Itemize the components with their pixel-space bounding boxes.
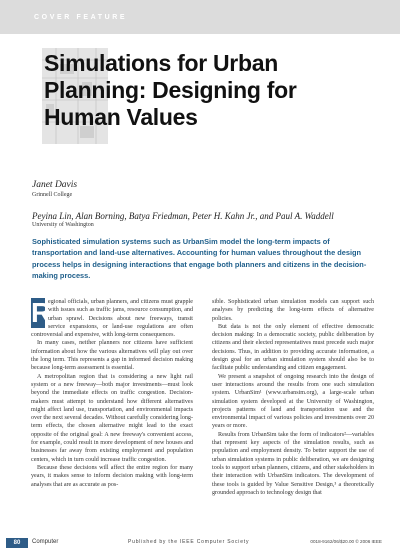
body-paragraph: We present a snapshot of ongoing research into the design of user interactions around the results from one such simulation system. UrbanSim¹ (www.urbansim.org), a large-scale urban simulation system developed at the University of Washington, projects patterns of land and transportation use and the environmental impact of various policies and investments over 20 years or more. bbox=[212, 373, 374, 430]
author-affiliation: Grinnell College bbox=[32, 192, 73, 198]
drop-cap: R bbox=[31, 298, 52, 328]
body-column-right bbox=[212, 298, 374, 538]
magazine-name: Computer bbox=[32, 539, 59, 545]
body-paragraph: Results from UrbanSim take the form of indicators²—variables that represent key aspects of the simulation results, such as population and employment density. To better support the use of urban simulation systems in public deliberation, we are designing tools to support urban planners, citizens, and other stakeholders in their interaction with UrbanSim indicators. The development of these tools is guided by Value Sensitive Design,³ a theoretically grounded approach to technology design that bbox=[212, 431, 374, 496]
page-number: 80 bbox=[6, 538, 28, 548]
article-abstract: Sophisticated simulation systems such as UrbanSim model the long-term impacts of transportation and land-use alternatives. Accounting for human values throughout the design process helps in designing interactions that engage both planners and citizens in the decision-making process. bbox=[32, 237, 367, 281]
body-paragraph: But data is not the only element of effective democratic decision making: In a democratic society, public deliberation by citizens and their elected representatives must precede such major decisions. Thus, in addition to providing accurate information, a design goal for an urban simulation system should also be to facilitate public understanding and citizen engagement. bbox=[212, 323, 374, 372]
coauthor-affiliation: University of Washington bbox=[32, 222, 94, 228]
coauthor-names: Peyina Lin, Alan Borning, Batya Friedman, Peter H. Kahn Jr., and Paul A. Waddell bbox=[32, 211, 334, 221]
title-line-3: Human Values bbox=[44, 104, 198, 130]
publisher-line: Published by the IEEE Computer Society bbox=[128, 539, 250, 545]
body-paragraph: In many cases, neither planners nor citizens have sufficient information about how the various alternatives will play out over the long term. This represents a gap in informed decision making because long-term assessment is essential. bbox=[31, 340, 193, 372]
body-paragraph: Because these decisions will affect the entire region for many years, it makes sense to inform decision making with long-term analyses that are as accurate as pos- bbox=[31, 464, 193, 488]
article-title bbox=[44, 50, 384, 131]
page-footer bbox=[0, 536, 400, 550]
author-name: Janet Davis bbox=[32, 180, 78, 190]
cover-feature-banner bbox=[0, 0, 400, 34]
title-line-2: Planning: Designing for bbox=[44, 77, 297, 103]
body-paragraph: sible. Sophisticated urban simulation models can support such analyses by predicting the long-term effects of alternative policies. bbox=[212, 299, 374, 322]
banner-label: COVER FEATURE bbox=[34, 14, 128, 21]
title-line-1: Simulations for Urban bbox=[44, 50, 278, 76]
body-paragraph: egional officials, urban planners, and citizens must grapple with issues such as traffic jams, resource consumption, and urban sprawl. Decisions about new freeways, transit service expansions, or land-use regulations are often controversial and expensive, with long-term consequences. bbox=[31, 299, 193, 339]
body-paragraph: A metropolitan region that is considering a new light rail system or a new freeway—both major investments—must look beyond the immediate effects on traffic congestion. Decision-makers must attempt to understand how different alternatives might affect land use, transportation, and environmental impacts over the next several decades. Without carefully considering long-term effects, the chosen alternative might lead to the exact opposite of the original goal: A new freeway's convenient access, for example, could result in more development of new houses and businesses far away from existing employment and population centers, which in turn could increase traffic congestion. bbox=[31, 373, 193, 463]
body-column-left bbox=[31, 298, 193, 538]
copyright-code: 0018-9162/06/$20.00 © 2006 IEEE bbox=[310, 539, 382, 544]
